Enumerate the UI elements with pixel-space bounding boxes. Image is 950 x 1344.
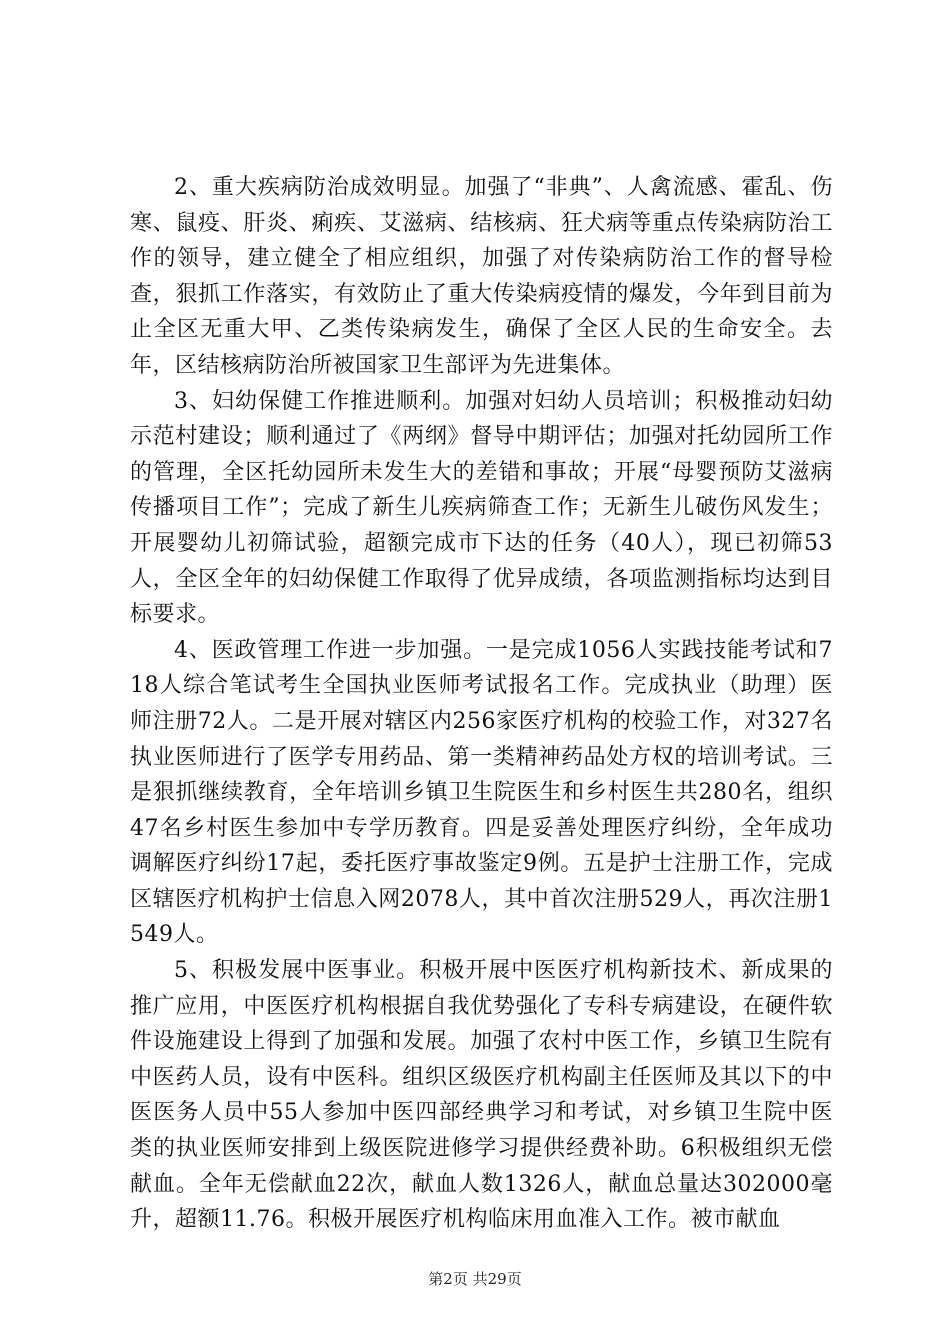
paragraph-text: 5、积极发展中医事业。积极开展中医医疗机构新技术、新成果的推广应用，中医医疗机构根据自我优势强化了专科专病建设，在硬件软件设施建设上得到了加强和发展。加强了农村中医工作，乡镇卫生院有中医药人员，设有中医科。组织区级医疗机构副主任医师及其以下的中医医务人员中55人参加中医四部经典学习和考试，对乡镇卫生院中医类的执业医师安排到上级医院进修学习提供经费补助。6积极组织无偿献血。全年无偿献血22次，献血人数1326人，献血总量达302000毫升，超额11.76。积极开展医疗机构临床用血准入工作。被市献血 [130,958,833,1233]
page-footer [0,1268,950,1289]
paragraph-text: 4、医政管理工作进一步加强。一是完成1056人实践技能考试和718人综合笔试考生全国执业医师考试报名工作。完成执业（助理）医师注册72人。二是开展对辖区内256家医疗机构的校验工作，对327名执业医师进行了医学专用药品、第一类精神药品处方权的培训考试。三是狠抓继续教育，全年培训乡镇卫生院医生和乡村医生共280名，组织47名乡村医生参加中专学历教育。四是妥善处理医疗纠纷，全年成功调解医疗纠纷17起，委托医疗事故鉴定9例。五是护士注册工作，完成区辖医疗机构护士信息入网2078人，其中首次注册529人，再次注册1549人。 [130,637,833,948]
paragraph-disease-control [130,170,833,384]
page-number-label: 第2页 共29页 [428,1270,522,1288]
paragraph-chinese-medicine [130,953,833,1238]
paragraph-medical-administration [130,633,833,953]
paragraph-maternal-child-health [130,384,833,633]
paragraph-text: 3、妇幼保健工作推进顺利。加强对妇幼人员培训；积极推动妇幼示范村建设；顺利通过了《两纲》督导中期评估；加强对托幼园所工作的管理，全区托幼园所未发生大的差错和事故；开展“母婴预防艾滋病传播项目工作”；完成了新生儿疾病筛查工作；无新生儿破伤风发生；开展婴幼儿初筛试验，超额完成市下达的任务（40人），现已初筛53人，全区全年的妇幼保健工作取得了优异成绩，各项监测指标均达到目标要求。 [130,388,833,628]
document-body [130,170,833,1238]
paragraph-text: 2、重大疾病防治成效明显。加强了“非典”、人禽流感、霍乱、伤寒、鼠疫、肝炎、痢疾、艾滋病、结核病、狂犬病等重点传染病防治工作的领导，建立健全了相应组织，加强了对传染病防治工作的督导检查，狠抓工作落实，有效防止了重大传染病疫情的爆发，今年到目前为止全区无重大甲、乙类传染病发生，确保了全区人民的生命安全。去年，区结核病防治所被国家卫生部评为先进集体。 [130,175,833,378]
